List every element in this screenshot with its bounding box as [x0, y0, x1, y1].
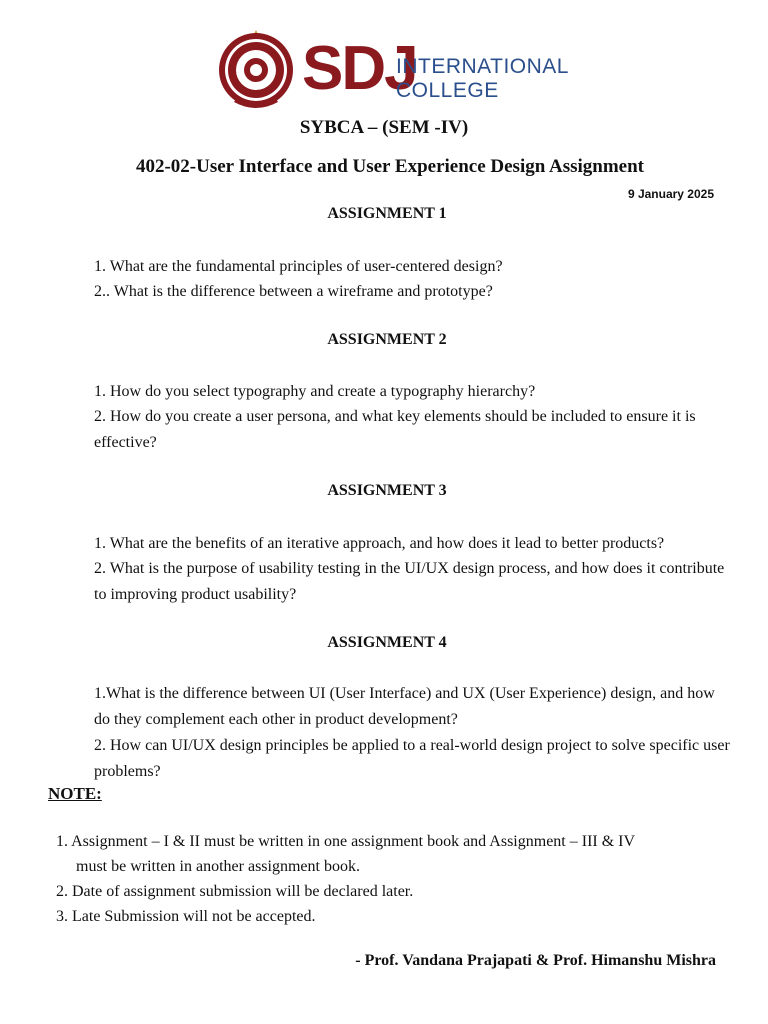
class-title: SYBCA – (SEM -IV) — [299, 117, 469, 138]
logo-line-college: COLLEGE — [396, 79, 499, 102]
assignment-1-question-1: 1. What are the fundamental principles of user-centered design? — [94, 258, 503, 275]
note-heading: NOTE: — [48, 784, 102, 803]
assignment-4-question-1: 1.What is the difference between UI (User Interface) and UX (User Experience) design, and how do they complement each other in product development? — [94, 685, 715, 728]
assignment-3-question-1: 1. What are the benefits of an iterative approach, and how does it lead to better products? — [94, 535, 665, 552]
assignment-1-question-2: 2.. What is the difference between a wireframe and prototype? — [94, 283, 493, 300]
note-item-1-line-1: 1. Assignment – I & II must be written in one assignment book and Assignment – III & IV — [56, 833, 636, 850]
assignment-2-title: ASSIGNMENT 2 — [327, 331, 447, 348]
college-seal-icon — [216, 26, 296, 110]
note-item-1-line-2: must be written in another assignment book. — [76, 858, 360, 875]
assignment-4-title: ASSIGNMENT 4 — [327, 634, 447, 651]
signature: - Prof. Vandana Prajapati & Prof. Himanshu Mishra — [355, 952, 716, 969]
note-list — [56, 829, 716, 929]
logo-line-international: INTERNATIONAL — [396, 55, 569, 78]
document-date: 9 January 2025 — [627, 187, 714, 201]
note-item-2: 2. Date of assignment submission will be declared later. — [56, 883, 414, 900]
assignment-3-title: ASSIGNMENT 3 — [327, 482, 447, 499]
assignment-2-question-1: 1. How do you select typography and create a typography hierarchy? — [94, 383, 536, 400]
subject-title: 402-02-User Interface and User Experience Design Assignment — [135, 156, 645, 177]
college-logo — [216, 24, 569, 114]
assignment-3-question-2: 2. What is the purpose of usability testing in the UI/UX design process, and how does it contribute to improving product usability? — [94, 560, 725, 603]
note-item-3: 3. Late Submission will not be accepted. — [56, 908, 316, 925]
assignment-4-question-2: 2. How can UI/UX design principles be applied to a real-world design project to solve specific user problems? — [94, 737, 730, 780]
assignment-1-title: ASSIGNMENT 1 — [327, 205, 447, 222]
assignment-2-question-2: 2. How do you create a user persona, and what key elements should be included to ensure it is effective? — [94, 408, 696, 451]
logo-wordmark: SDJ — [302, 34, 417, 103]
